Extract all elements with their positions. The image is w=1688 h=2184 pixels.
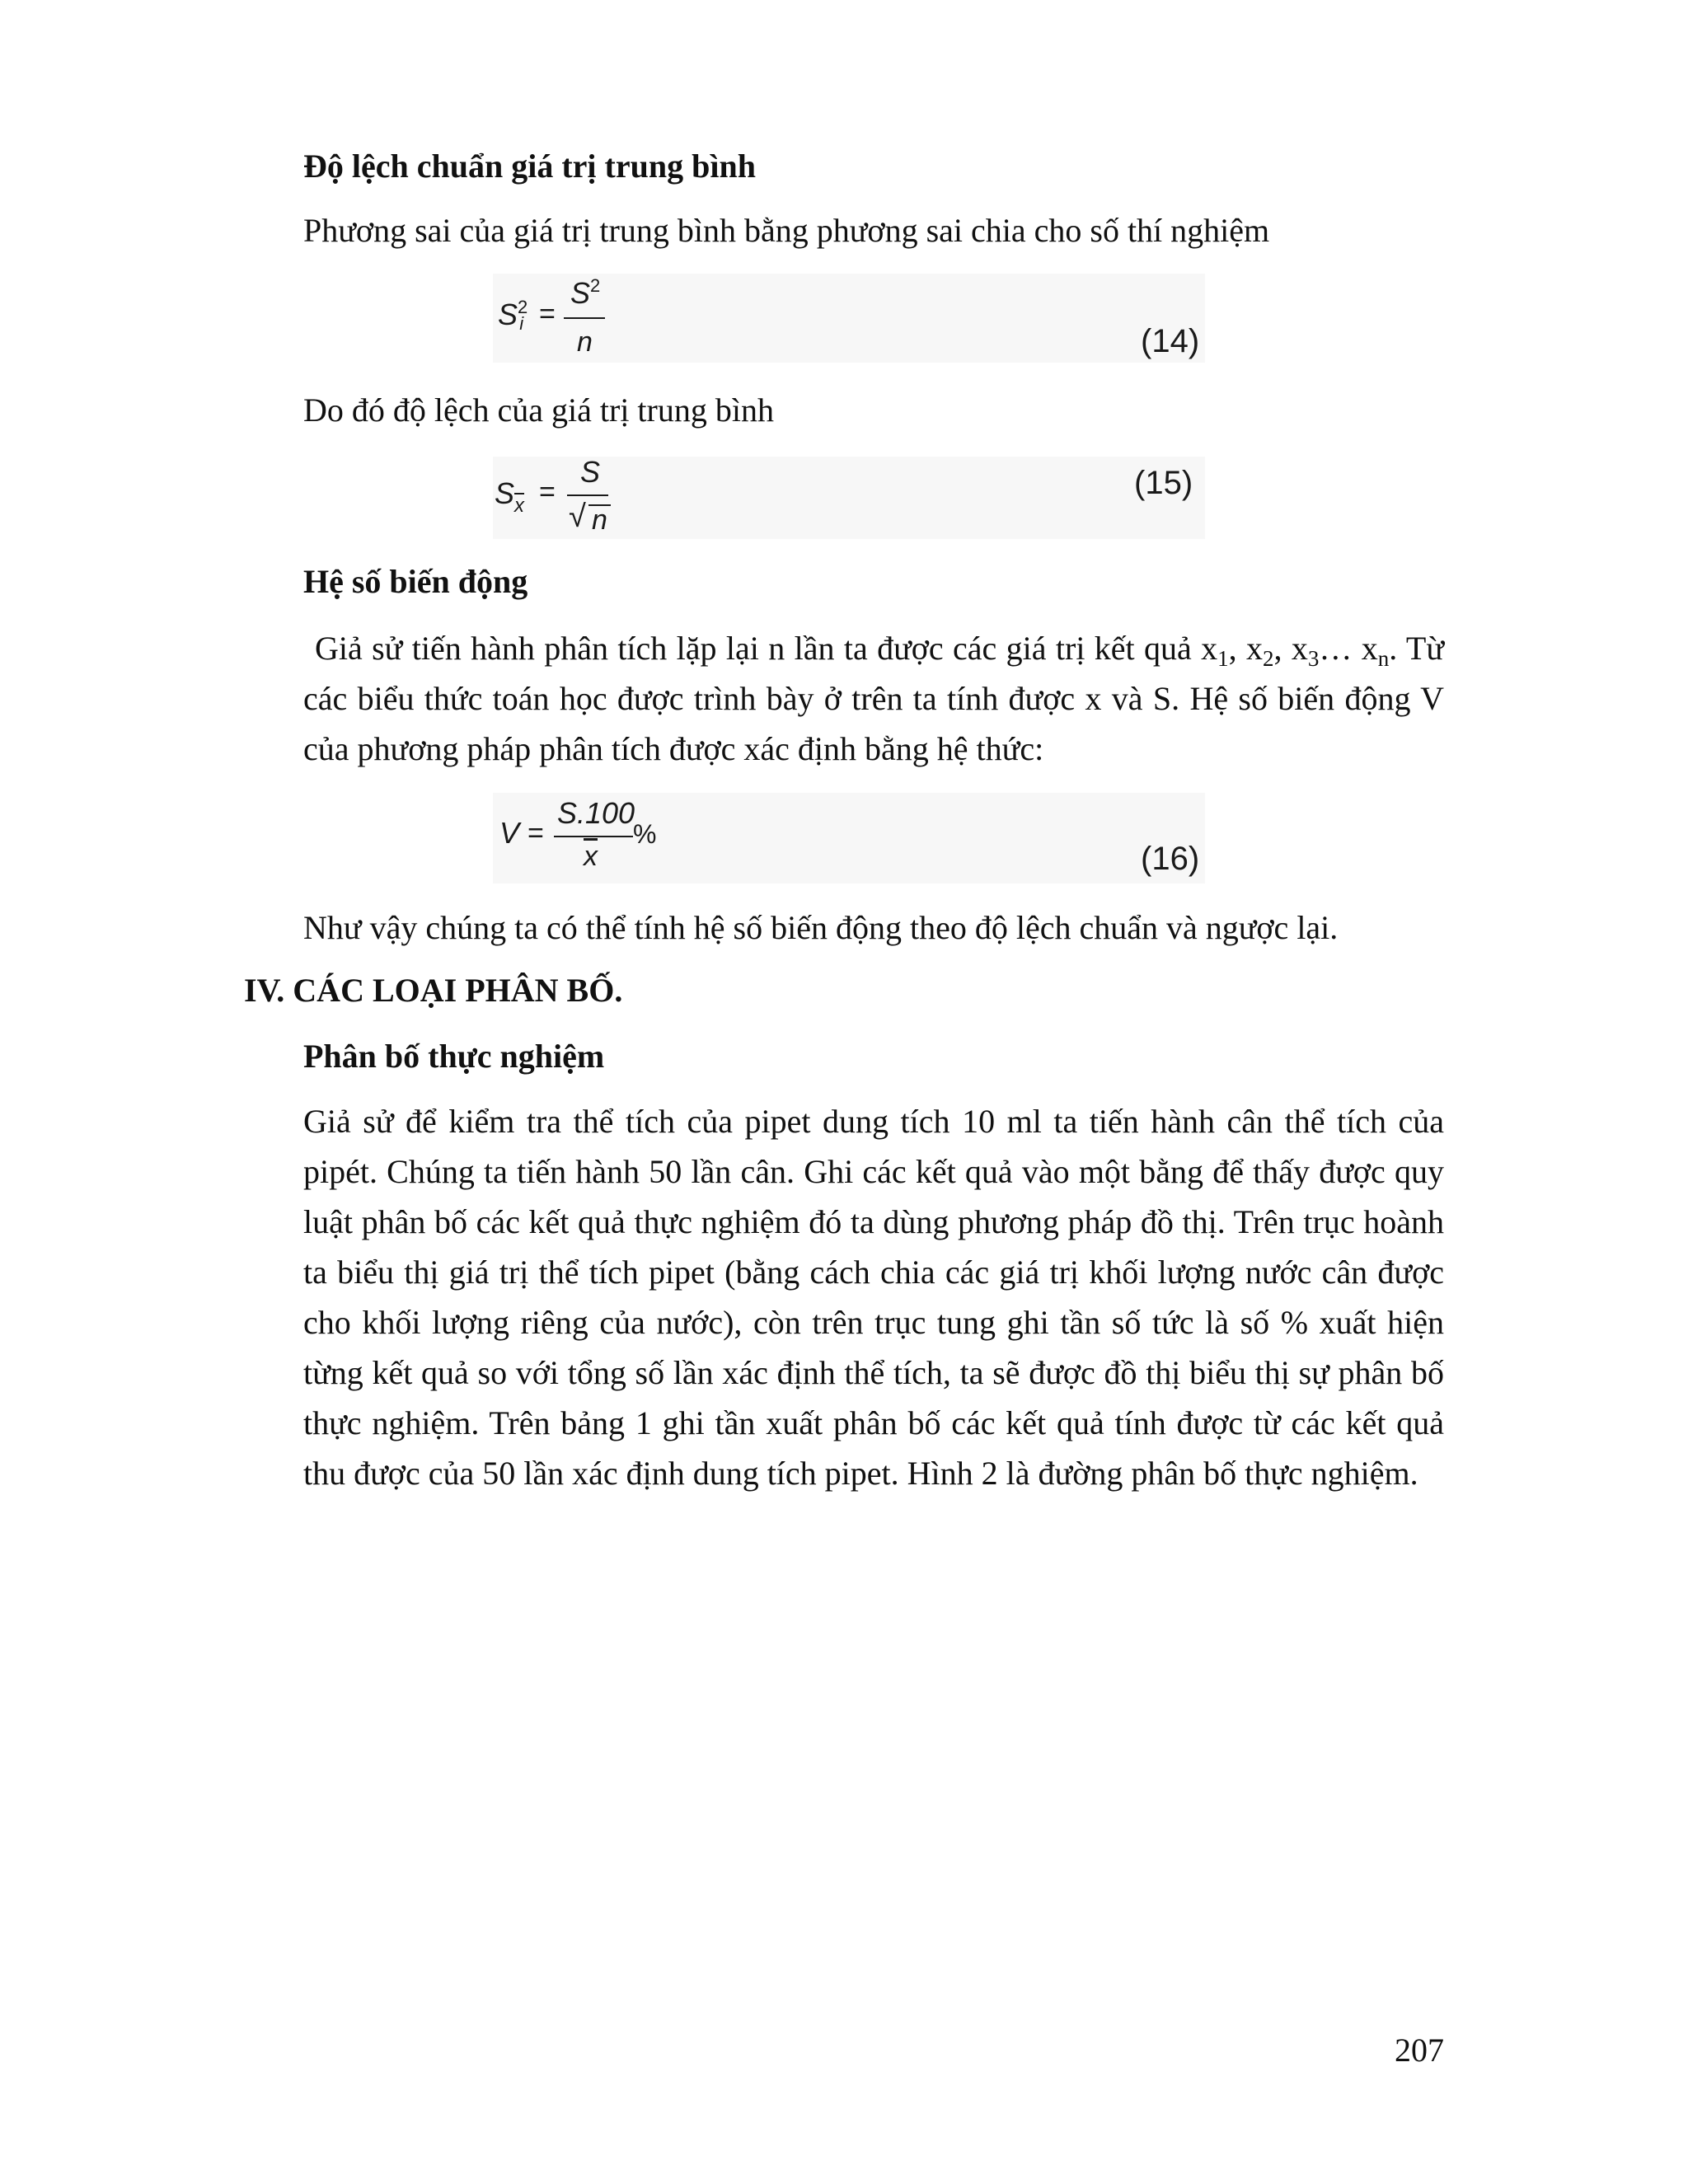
eq14-fraction-bar: [564, 317, 605, 319]
eq15-lhs-sub: x: [514, 494, 525, 517]
page-number: 207: [1395, 2032, 1444, 2069]
eq16-equals: =: [528, 818, 544, 849]
para-cv-sub-2: 2: [1263, 646, 1274, 671]
eq14-lhs-sub: i: [519, 313, 524, 334]
eq15-lhs: [495, 476, 525, 517]
para-cv-xn: x: [1361, 630, 1378, 667]
para-cv-ellipsis: …: [1319, 630, 1353, 667]
para-cv-comma-1: , x: [1228, 630, 1264, 667]
eq16-percent: %: [633, 819, 657, 849]
heading-std-mean: Độ lệch chuẩn giá trị trung bình: [303, 148, 756, 185]
eq15-fraction-bar: [567, 494, 608, 496]
line-conclusion: Như vậy chúng ta có thể tính hệ số biến động theo độ lệch chuẩn và ngược lại.: [303, 909, 1339, 946]
line-therefore: Do đó độ lệch của giá trị trung bình: [303, 391, 774, 429]
line-variance-mean: Phương sai của giá trị trung bình bằng phương sai chia cho số thí nghiệm: [303, 212, 1270, 249]
eq14-denominator: n: [577, 326, 593, 358]
eq14-lhs: [498, 297, 528, 334]
eq15-root: √: [569, 499, 586, 534]
eq14-num-symbol: S: [570, 276, 591, 310]
eq14-number: (14): [1141, 323, 1200, 359]
eq14-equals: =: [539, 298, 556, 330]
heading-distribution: IV. CÁC LOẠI PHÂN BỐ.: [244, 972, 623, 1009]
eq16-numerator: S.100: [557, 796, 635, 830]
eq14-numerator: [570, 275, 600, 311]
eq16-fraction-bar: [554, 836, 633, 837]
para-cv-sub-1: 1: [1217, 646, 1229, 671]
eq16-lhs: V: [499, 816, 520, 850]
eq14-lhs-sup: 2: [518, 297, 528, 317]
eq15-equals: =: [539, 476, 556, 508]
eq16-denominator: $\overline{x}$: [584, 841, 598, 872]
eq16-number: (16): [1141, 841, 1200, 877]
eq15-number: (15): [1134, 465, 1193, 501]
heading-cv: Hệ số biến động: [303, 563, 528, 600]
eq15-denominator: n: [588, 504, 611, 534]
para-cv-sub-n: n: [1377, 646, 1390, 671]
para-cv-sub-3: 3: [1307, 646, 1320, 671]
eq15-numerator: S: [580, 455, 601, 489]
eq14-num-sup: 2: [590, 275, 601, 296]
para-cv: [303, 623, 1444, 774]
para-cv-text-2: . Từ các biểu thức toán học được trình bày ở trên ta tính được x và S. Hệ số biến động V của phương pháp phân tích được xác định bằng hệ thức:: [303, 630, 1445, 767]
eq14-lhs-symbol: S: [498, 298, 518, 331]
eq15-lhs-symbol: S: [495, 476, 515, 510]
para-cv-text-1: Giả sử tiến hành phân tích lặp lại n lần ta được các giá trị kết quả x: [315, 630, 1218, 667]
heading-empirical: Phân bố thực nghiệm: [303, 1038, 605, 1075]
para-empirical: Giả sử để kiểm tra thể tích của pipet dung tích 10 ml ta tiến hành cân thể tích của pipét. Chúng ta tiến hành 50 lần cân. Ghi các kết quả vào một bằng để thấy được quy luật phân bố các kết quả thực nghiệm đó ta dùng phương pháp đồ thị. Trên trục hoành ta biểu thị giá trị thể tích pipet (bằng cách chia các giá trị khối lượng nước cân được cho khối lượng riêng của nước), còn trên trục tung ghi tần số tức là số % xuất hiện từng kết quả so với tổng số lần xác định thể tích, ta sẽ được đồ thị biểu thị sự phân bố thực nghiệm. Trên bảng 1 ghi tần xuất phân bố các kết quả tính được từ các kết quả thu được của 50 lần xác định dung tích pipet. Hình 2 là đường phân bố thực nghiệm.: [303, 1103, 1444, 1492]
para-cv-comma-2: , x: [1273, 630, 1308, 667]
